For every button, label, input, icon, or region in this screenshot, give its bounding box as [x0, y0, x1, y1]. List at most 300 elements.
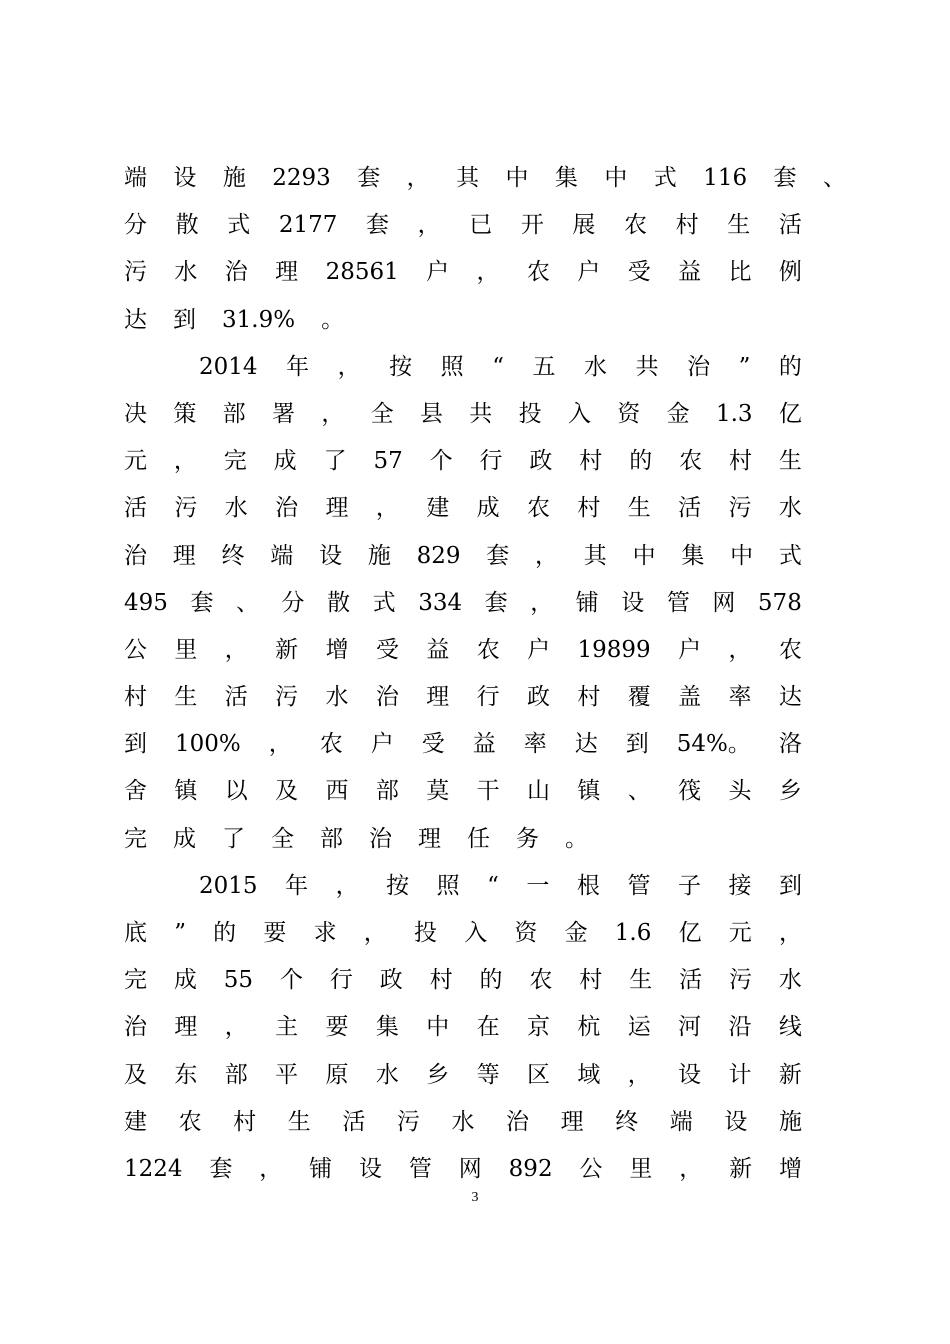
text-token: 金: [666, 400, 690, 427]
text-token: 端: [669, 1108, 693, 1135]
text-token: 在: [476, 1014, 500, 1041]
text-token: 1.6: [614, 920, 652, 946]
text-token: 入: [464, 920, 488, 946]
text-token: 筏: [678, 778, 702, 805]
text-token: 达: [778, 684, 802, 711]
text-token: 户: [678, 636, 702, 663]
text-token: 套: [209, 1155, 233, 1182]
text-line-12: [124, 674, 802, 721]
text-token: 散: [175, 212, 199, 239]
text-token: 设: [724, 1108, 748, 1135]
text-token: 率: [523, 731, 547, 758]
text-token: ，: [728, 636, 752, 663]
text-token: 头: [728, 778, 752, 805]
text-token: 套: [486, 542, 510, 569]
text-token: 铺: [309, 1155, 333, 1182]
text-token: 的: [778, 353, 802, 380]
text-token: 户: [577, 259, 601, 286]
text-token: 334: [418, 589, 463, 616]
text-token: 全: [370, 400, 394, 427]
text-line-18: [124, 957, 802, 1004]
text-token: 覆: [627, 684, 651, 711]
text-token: 污: [124, 259, 147, 286]
text-token: 水: [584, 353, 608, 380]
text-line-5: [124, 344, 802, 391]
text-token: 共: [469, 400, 493, 427]
text-token: 例: [778, 259, 802, 286]
text-token: 套: [365, 212, 389, 239]
text-token: 116: [703, 165, 748, 191]
text-token: 公: [124, 636, 147, 663]
text-token: 活: [224, 684, 248, 711]
text-token: 端: [124, 165, 147, 191]
text-token: ，: [778, 920, 802, 946]
text-token: 水: [375, 1061, 399, 1088]
text-line-11: [124, 627, 802, 674]
text-token: 水: [778, 495, 802, 522]
text-token: 署: [271, 400, 295, 427]
text-token: 生: [174, 684, 198, 711]
text-token: 式: [778, 542, 802, 569]
text-token: 农: [319, 731, 343, 758]
text-token: 建: [426, 495, 450, 522]
text-token: 村: [577, 684, 601, 711]
text-token: 按: [386, 872, 410, 899]
text-token: 部: [222, 400, 246, 427]
text-token: ，: [363, 920, 387, 946]
text-token: 设: [359, 1155, 383, 1182]
text-token: 28561: [325, 259, 399, 286]
text-token: 要: [263, 920, 287, 946]
text-token: 投: [413, 920, 437, 946]
text-token: 活: [778, 212, 802, 239]
text-token: ，: [375, 495, 399, 522]
text-token: ，: [321, 400, 345, 427]
text-token: 山: [527, 778, 550, 805]
text-token: 生: [727, 212, 751, 239]
text-token: 任: [467, 825, 490, 852]
text-token: 达: [574, 731, 598, 758]
text-token: 集: [554, 165, 578, 191]
text-token: 了: [222, 825, 245, 852]
text-token: 治: [506, 1108, 530, 1135]
text-token: 活: [678, 495, 702, 522]
text-token: 里: [174, 636, 198, 663]
text-token: 设: [621, 589, 645, 616]
text-token: 西: [325, 778, 349, 805]
text-token: 理: [560, 1108, 584, 1135]
text-token: 主: [275, 1014, 299, 1041]
text-token: 治: [224, 259, 248, 286]
text-token: 镇: [577, 778, 601, 805]
text-token: 管: [627, 872, 651, 899]
text-token: ，: [679, 1155, 703, 1182]
text-token: 污: [728, 495, 752, 522]
text-token: 洛: [778, 731, 802, 758]
text-token: 新: [729, 1155, 753, 1182]
text-token: 活: [124, 495, 147, 522]
text-token: 元: [728, 920, 752, 946]
text-token: 活: [342, 1108, 366, 1135]
text-token: 农: [178, 1108, 202, 1135]
text-token: 网: [458, 1155, 482, 1182]
text-token: 线: [778, 1014, 802, 1041]
text-token: 村: [675, 212, 699, 239]
text-line-10: [124, 580, 802, 627]
text-token: 的: [213, 920, 237, 946]
text-token: 政: [529, 448, 553, 475]
text-line-1: [124, 155, 846, 202]
text-token: ，: [224, 636, 248, 663]
text-token: 展: [572, 212, 596, 239]
text-token: 村: [577, 495, 601, 522]
text-token: 集: [681, 542, 705, 569]
text-token: 55: [223, 967, 254, 994]
text-token: 求: [313, 920, 337, 946]
text-token: ”: [174, 920, 186, 946]
text-token: 县: [419, 400, 443, 427]
text-token: 分: [281, 589, 305, 616]
text-token: 镇: [174, 778, 198, 805]
text-token: 京: [527, 1014, 550, 1041]
text-token: 理: [172, 542, 196, 569]
text-token: 式: [653, 165, 677, 191]
text-line-16: [124, 863, 802, 910]
text-token: 农: [526, 259, 550, 286]
text-token: 五: [532, 353, 556, 380]
text-token: 治: [369, 825, 392, 852]
text-line-2: [124, 202, 802, 249]
text-token: 计: [728, 1061, 752, 1088]
text-token: 户: [426, 259, 450, 286]
text-token: 、: [822, 165, 846, 191]
text-token: 运: [627, 1014, 651, 1041]
text-token: ，: [406, 165, 430, 191]
text-token: 其: [456, 165, 480, 191]
text-token: 乡: [778, 778, 802, 805]
text-line-21: [124, 1099, 802, 1146]
text-token: 100%: [175, 731, 241, 758]
text-token: 农: [778, 636, 802, 663]
text-token: 个: [429, 448, 453, 475]
text-line-15: [124, 816, 802, 863]
text-token: 1.3: [715, 400, 753, 427]
text-token: 了: [323, 448, 347, 475]
text-token: 增: [325, 636, 349, 663]
text-line-6: [124, 391, 802, 438]
text-token: 沿: [728, 1014, 752, 1041]
text-token: 生: [627, 495, 651, 522]
text-token: 设: [319, 542, 343, 569]
text-token: 生: [629, 967, 653, 994]
text-token: 套: [357, 165, 381, 191]
text-token: 完: [223, 448, 247, 475]
text-token: 受: [421, 731, 445, 758]
text-token: 污: [275, 684, 299, 711]
text-token: 盖: [678, 684, 702, 711]
text-token: 务: [516, 825, 539, 852]
text-token: 要: [325, 1014, 349, 1041]
text-token: 终: [615, 1108, 639, 1135]
text-token: 农: [624, 212, 648, 239]
text-token: 户: [370, 731, 394, 758]
text-token: 农: [527, 495, 550, 522]
text-token: 治: [124, 542, 147, 569]
text-line-14: [124, 768, 802, 815]
text-token: 。: [321, 306, 345, 333]
text-line-8: [124, 485, 802, 532]
text-token: 达: [124, 306, 147, 333]
text-token: 开: [520, 212, 544, 239]
text-token: 到: [625, 731, 649, 758]
text-token: ，: [259, 1155, 283, 1182]
text-token: 水: [451, 1108, 475, 1135]
text-token: 散: [327, 589, 351, 616]
text-token: 公: [579, 1155, 603, 1182]
text-token: 到: [124, 731, 147, 758]
text-token: 完: [124, 967, 147, 994]
text-line-22: [124, 1146, 802, 1193]
text-token: 式: [227, 212, 251, 239]
text-token: 乡: [426, 1061, 450, 1088]
text-token: 按: [389, 353, 413, 380]
text-token: “: [487, 872, 499, 899]
text-token: 村: [124, 684, 147, 711]
text-token: 元: [124, 448, 147, 475]
text-token: 治: [687, 353, 711, 380]
text-token: 2015: [199, 872, 258, 899]
text-token: 新: [778, 1061, 802, 1088]
text-token: 治: [275, 495, 299, 522]
text-token: 益: [426, 636, 450, 663]
text-token: 已: [469, 212, 493, 239]
text-token: 新: [275, 636, 299, 663]
text-token: 入: [567, 400, 591, 427]
text-token: 水: [778, 967, 802, 994]
text-token: 村: [728, 448, 752, 475]
text-token: 部: [224, 1061, 248, 1088]
text-token: 村: [579, 448, 603, 475]
text-token: 中: [505, 165, 529, 191]
text-token: 到: [173, 306, 196, 333]
text-token: 行: [479, 448, 503, 475]
text-token: 2293: [272, 165, 331, 191]
text-token: 农: [476, 636, 500, 663]
text-line-9: [124, 533, 802, 580]
text-token: ，: [476, 259, 500, 286]
text-token: 增: [778, 1155, 802, 1182]
text-token: 到: [778, 872, 802, 899]
text-token: 建: [124, 1108, 147, 1135]
text-token: ，: [173, 448, 197, 475]
text-token: 管: [666, 589, 690, 616]
text-token: 域: [577, 1061, 601, 1088]
text-token: 892: [508, 1155, 553, 1182]
text-token: 治: [375, 684, 399, 711]
text-token: 全: [271, 825, 294, 852]
text-token: 套: [484, 589, 508, 616]
text-token: 行: [476, 684, 500, 711]
text-token: ，: [535, 542, 559, 569]
text-token: 村: [429, 967, 453, 994]
text-token: 铺: [575, 589, 599, 616]
text-token: 式: [372, 589, 396, 616]
text-token: 污: [174, 495, 198, 522]
text-token: ，: [530, 589, 554, 616]
text-token: 污: [728, 967, 752, 994]
text-token: 中: [632, 542, 656, 569]
text-token: 行: [329, 967, 353, 994]
text-token: 年: [285, 872, 309, 899]
text-token: 资: [617, 400, 641, 427]
text-token: 以: [224, 778, 248, 805]
text-token: 成: [273, 448, 297, 475]
text-token: 比: [728, 259, 752, 286]
text-token: 成: [173, 967, 197, 994]
text-token: 干: [476, 778, 500, 805]
text-token: 及: [124, 1061, 147, 1088]
text-token: 一: [526, 872, 550, 899]
text-token: 杭: [577, 1014, 601, 1041]
text-token: 理: [275, 259, 299, 286]
text-token: ，: [417, 212, 441, 239]
text-token: 中: [730, 542, 754, 569]
text-token: 理: [418, 825, 441, 852]
text-token: “: [492, 353, 504, 380]
text-token: 村: [233, 1108, 257, 1135]
text-token: 亿: [778, 400, 802, 427]
text-token: 套: [190, 589, 214, 616]
text-token: 设: [678, 1061, 702, 1088]
text-token: 平: [275, 1061, 299, 1088]
text-token: 2177: [278, 212, 338, 239]
text-token: 率: [728, 684, 752, 711]
text-token: 水: [224, 495, 248, 522]
text-token: 及: [275, 778, 299, 805]
text-token: 1224: [124, 1155, 183, 1182]
text-token: 资: [514, 920, 538, 946]
text-token: 村: [579, 967, 603, 994]
text-token: 完: [124, 825, 147, 852]
text-token: 政: [379, 967, 403, 994]
text-token: 受: [375, 636, 399, 663]
text-token: 管: [408, 1155, 432, 1182]
text-token: 益: [472, 731, 496, 758]
text-token: 部: [375, 778, 399, 805]
text-line-17: [124, 910, 802, 957]
text-token: 的: [629, 448, 653, 475]
text-token: 套: [773, 165, 797, 191]
text-token: ，: [224, 1014, 248, 1041]
text-token: 农: [529, 967, 553, 994]
text-token: 其: [583, 542, 607, 569]
text-token: 495: [124, 589, 168, 616]
text-token: 设: [173, 165, 197, 191]
text-token: 接: [728, 872, 752, 899]
text-token: 、: [236, 589, 259, 616]
text-token: 生: [287, 1108, 311, 1135]
text-token: 投: [518, 400, 542, 427]
text-token: ，: [337, 353, 361, 380]
text-token: 578: [757, 589, 802, 616]
text-token: 金: [564, 920, 588, 946]
text-token: 生: [778, 448, 802, 475]
text-token: 终: [221, 542, 245, 569]
text-line-19: [124, 1004, 802, 1051]
text-token: 中: [426, 1014, 450, 1041]
text-token: 子: [677, 872, 701, 899]
text-token: 理: [174, 1014, 198, 1041]
text-token: 水: [325, 684, 349, 711]
text-token: 网: [712, 589, 736, 616]
text-token: 理: [325, 495, 349, 522]
text-token: 理: [426, 684, 450, 711]
text-token: ”: [738, 353, 751, 380]
text-token: 莫: [426, 778, 450, 805]
text-token: 决: [124, 400, 147, 427]
text-token: 57: [373, 448, 403, 475]
text-token: 受: [627, 259, 651, 286]
text-token: 活: [679, 967, 703, 994]
text-token: 照: [436, 872, 460, 899]
text-token: 分: [124, 212, 147, 239]
body-text: [124, 155, 846, 1193]
text-token: 、: [627, 778, 651, 805]
text-token: 农: [679, 448, 703, 475]
text-token: 水: [174, 259, 198, 286]
text-token: 19899: [577, 636, 651, 663]
text-token: 中: [604, 165, 628, 191]
text-token: 2014: [199, 353, 258, 380]
text-token: 部: [320, 825, 343, 852]
text-token: 政: [527, 684, 550, 711]
text-token: 施: [222, 165, 246, 191]
text-token: 施: [367, 542, 391, 569]
text-token: 等: [476, 1061, 500, 1088]
text-line-4: [124, 297, 802, 344]
text-token: 舍: [124, 778, 147, 805]
text-token: 。: [565, 825, 588, 852]
text-token: 54%。: [676, 731, 751, 758]
text-token: 原: [325, 1061, 349, 1088]
text-token: 河: [678, 1014, 702, 1041]
text-token: 端: [270, 542, 294, 569]
text-line-7: [124, 438, 802, 485]
text-line-13: [124, 721, 802, 768]
text-token: ，: [335, 872, 359, 899]
text-token: 集: [375, 1014, 399, 1041]
text-token: 策: [173, 400, 197, 427]
text-token: 共: [635, 353, 659, 380]
text-token: ，: [627, 1061, 651, 1088]
text-token: 底: [124, 920, 147, 946]
text-token: 年: [286, 353, 310, 380]
text-token: 东: [174, 1061, 198, 1088]
text-token: 31.9%: [222, 306, 296, 333]
text-token: 治: [124, 1014, 147, 1041]
text-line-3: [124, 249, 802, 296]
text-token: 污: [396, 1108, 420, 1135]
text-line-20: [124, 1052, 802, 1099]
text-token: 829: [416, 542, 461, 569]
text-token: 益: [678, 259, 702, 286]
text-token: 照: [440, 353, 464, 380]
page-number: 3: [471, 1190, 479, 1205]
text-token: 施: [778, 1108, 802, 1135]
text-token: 成: [173, 825, 196, 852]
text-token: 亿: [678, 920, 702, 946]
text-token: ，: [268, 731, 292, 758]
